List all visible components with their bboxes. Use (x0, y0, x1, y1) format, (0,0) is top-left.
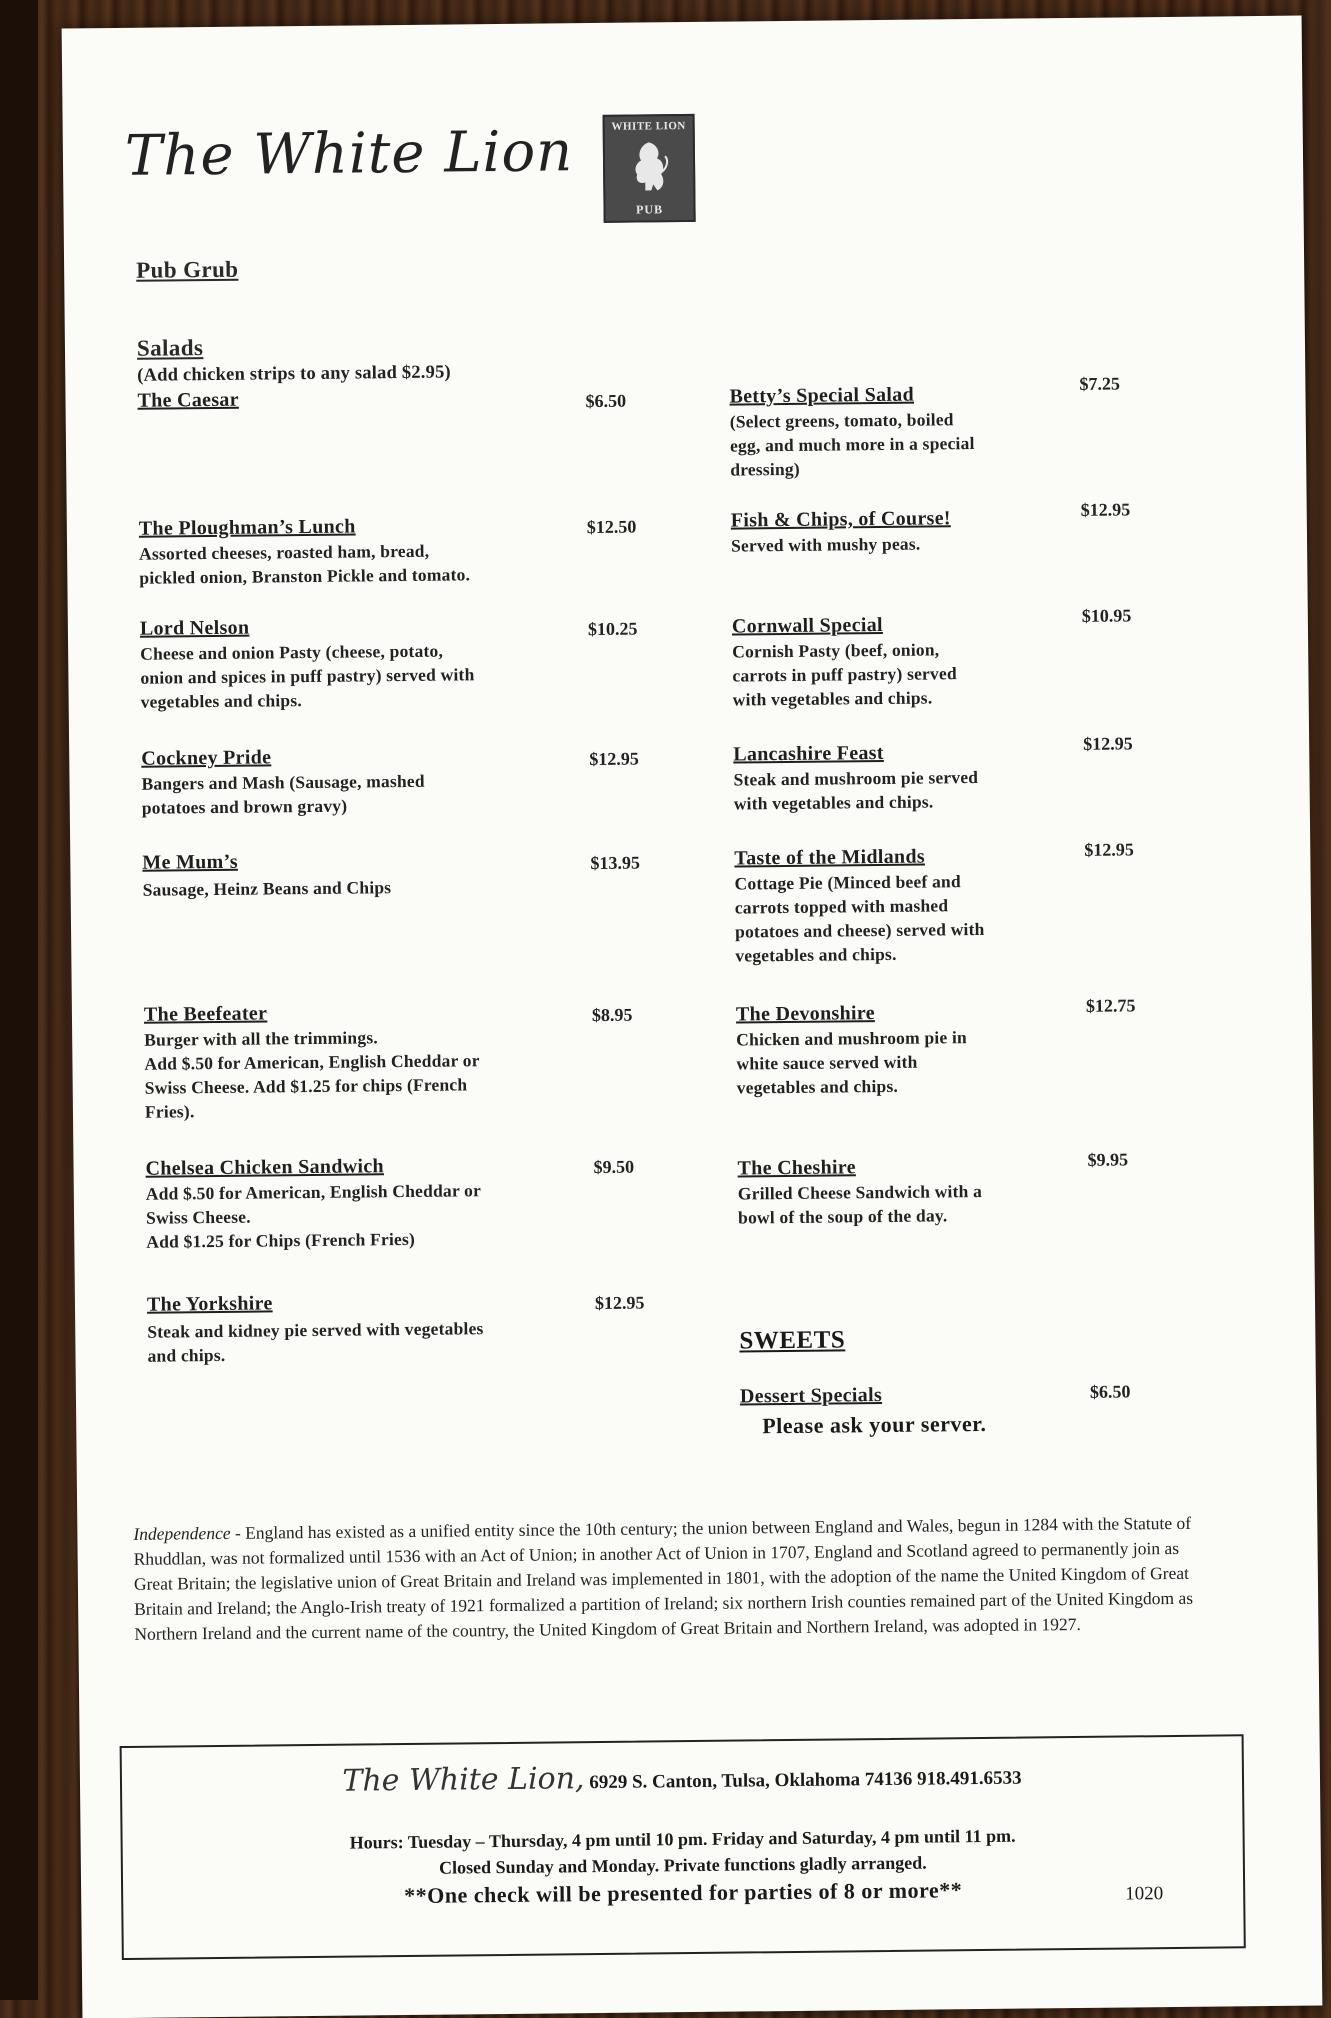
sweets-heading: SWEETS (739, 1326, 846, 1355)
dessert-note: Please ask your server. (762, 1410, 987, 1439)
salads-heading: Salads (136, 335, 204, 361)
item-price-bettys-salad: $7.25 (1079, 373, 1120, 394)
item-desc-bettys-salad: (Select greens, tomato, boiled egg, and much more in a special dressing) (729, 409, 975, 480)
salads-note: (Add chicken strips to any salad $2.95) (137, 362, 451, 386)
item-desc-yorkshire: Steak and kidney pie served with vegetables and chips. (147, 1318, 484, 1366)
restaurant-title: The White Lion (124, 119, 574, 189)
item-desc-taste-midlands: Cottage Pie (Minced beef and carrots topped with mashed potatoes and cheese) served with vegetables and chips. (734, 871, 985, 966)
item-name-yorkshire: The Yorkshire (146, 1292, 273, 1316)
footer-restaurant-name: The White Lion, (342, 1761, 585, 1799)
logo-bottom-text: PUB (635, 202, 664, 217)
info-box (120, 1734, 1246, 1960)
item-name-dessert-specials: Dessert Specials (739, 1384, 883, 1408)
footer-address: 6929 S. Canton, Tulsa, Oklahoma 74136 918.491.6533 (584, 1767, 1022, 1794)
item-desc-fish-chips: Served with mushy peas. (730, 533, 921, 556)
hours-line: Hours: Tuesday – Thursday, 4 pm until 10 pm. Friday and Saturday, 4 pm until 11 pm. (349, 1825, 1016, 1853)
item-desc-lord-nelson: Cheese and onion Pasty (cheese, potato, onion and spices in puff pastry) served with vegetables and chips. (140, 640, 475, 712)
check-policy: **One check will be presented for parties of 8 or more** (404, 1877, 963, 1909)
item-name-beefeater: The Beefeater (143, 1002, 268, 1026)
item-desc-devonshire: Chicken and mushroom pie in white sauce served with vegetables and chips. (736, 1027, 968, 1098)
item-desc-cornwall-special: Cornish Pasty (beef, onion, carrots in puff pastry) served with vegetables and chips. (732, 639, 957, 710)
item-price-yorkshire: $12.95 (594, 1292, 645, 1314)
closed-line: Closed Sunday and Monday. Private functions gladly arranged. (438, 1852, 927, 1878)
item-price-ploughman: $12.50 (586, 516, 637, 538)
item-desc-cheshire: Grilled Cheese Sandwich with a bowl of the soup of the day. (737, 1180, 983, 1228)
item-price-lord-nelson: $10.25 (587, 618, 638, 640)
menu-page (62, 16, 1323, 2018)
item-desc-lancashire-feast: Steak and mushroom pie served with vegetables and chips. (733, 766, 979, 814)
item-desc-cockney-pride: Bangers and Mash (Sausage, mashed potatoes and brown gravy) (141, 770, 425, 818)
item-name-ploughman: The Ploughman’s Lunch (138, 515, 356, 540)
item-price-chelsea-chicken: $9.50 (593, 1156, 635, 1178)
logo-top-text: WHITE LION (611, 120, 686, 133)
item-price-beefeater: $8.95 (591, 1004, 633, 1026)
item-desc-chelsea-chicken: Add $.50 for American, English Cheddar or Swiss Cheese. Add $1.25 for Chips (French Fries) (145, 1180, 482, 1252)
item-price-dessert-specials: $6.50 (1089, 1381, 1131, 1402)
item-name-devonshire: The Devonshire (735, 1002, 875, 1026)
item-price-me-mums: $13.95 (590, 852, 640, 874)
item-price-taste-midlands: $12.95 (1084, 839, 1134, 860)
item-name-lancashire-feast: Lancashire Feast (733, 741, 884, 766)
wood-table-edge (0, 0, 38, 2000)
item-price-cornwall-special: $10.95 (1081, 605, 1132, 626)
item-price-devonshire: $12.75 (1085, 995, 1136, 1016)
item-name-fish-chips: Fish & Chips, of Course! (730, 507, 951, 532)
pub-logo (603, 114, 696, 223)
item-price-cheshire: $9.95 (1087, 1149, 1129, 1170)
lion-icon (627, 138, 672, 194)
menu-code: 1020 (1125, 1883, 1164, 1905)
item-price-cockney-pride: $12.95 (589, 748, 639, 770)
item-desc-me-mums: Sausage, Heinz Beans and Chips (142, 877, 392, 900)
item-name-cockney-pride: Cockney Pride (141, 746, 272, 770)
item-desc-ploughman: Assorted cheeses, roasted ham, bread, pickled onion, Branston Pickle and tomato. (139, 540, 471, 588)
hours-block (123, 1820, 1243, 1884)
item-price-caesar: $6.50 (585, 390, 627, 412)
address-line (122, 1754, 1242, 1801)
item-name-cornwall-special: Cornwall Special (731, 613, 883, 638)
section-title: Pub Grub (136, 256, 239, 283)
item-price-lancashire-feast: $12.95 (1083, 733, 1133, 754)
item-name-taste-midlands: Taste of the Midlands (734, 845, 926, 870)
item-name-bettys-salad: Betty’s Special Salad (729, 383, 915, 408)
item-name-me-mums: Me Mum’s (142, 850, 238, 874)
independence-text: - England has existed as a unified entity since the 10th century; the union between England and Wales, begun in 1284 with the Statute of Rhuddlan, was not formalized until 1536 with an Act of Union; in another Act of Union in 1707, England and Scotland agreed to permanently join as Great Britain; the legislative union of Great Britain and Ireland was implemented in 1801, with the adoption of the name the United Kingdom of Great Britain and Ireland; the Anglo-Irish treaty of 1921 formalized a partition of Ireland; six northern Irish counties remained part of the United Kingdom as Northern Ireland and the current name of the country, the United Kingdom of Great Britain and Northern Ireland, was adopted in 1927. (133, 1512, 1194, 1644)
item-name-cheshire: The Cheshire (737, 1156, 856, 1180)
item-name-caesar: The Caesar (137, 388, 239, 412)
item-name-lord-nelson: Lord Nelson (139, 616, 250, 640)
independence-title: Independence (133, 1522, 231, 1544)
item-desc-beefeater: Burger with all the trimmings. Add $.50 for American, English Cheddar or Swiss Cheese. Add $1.25 for chips (French Fries). (144, 1027, 480, 1122)
item-name-chelsea-chicken: Chelsea Chicken Sandwich (145, 1155, 385, 1180)
independence-paragraph (133, 1511, 1214, 1647)
item-price-fish-chips: $12.95 (1080, 499, 1131, 520)
